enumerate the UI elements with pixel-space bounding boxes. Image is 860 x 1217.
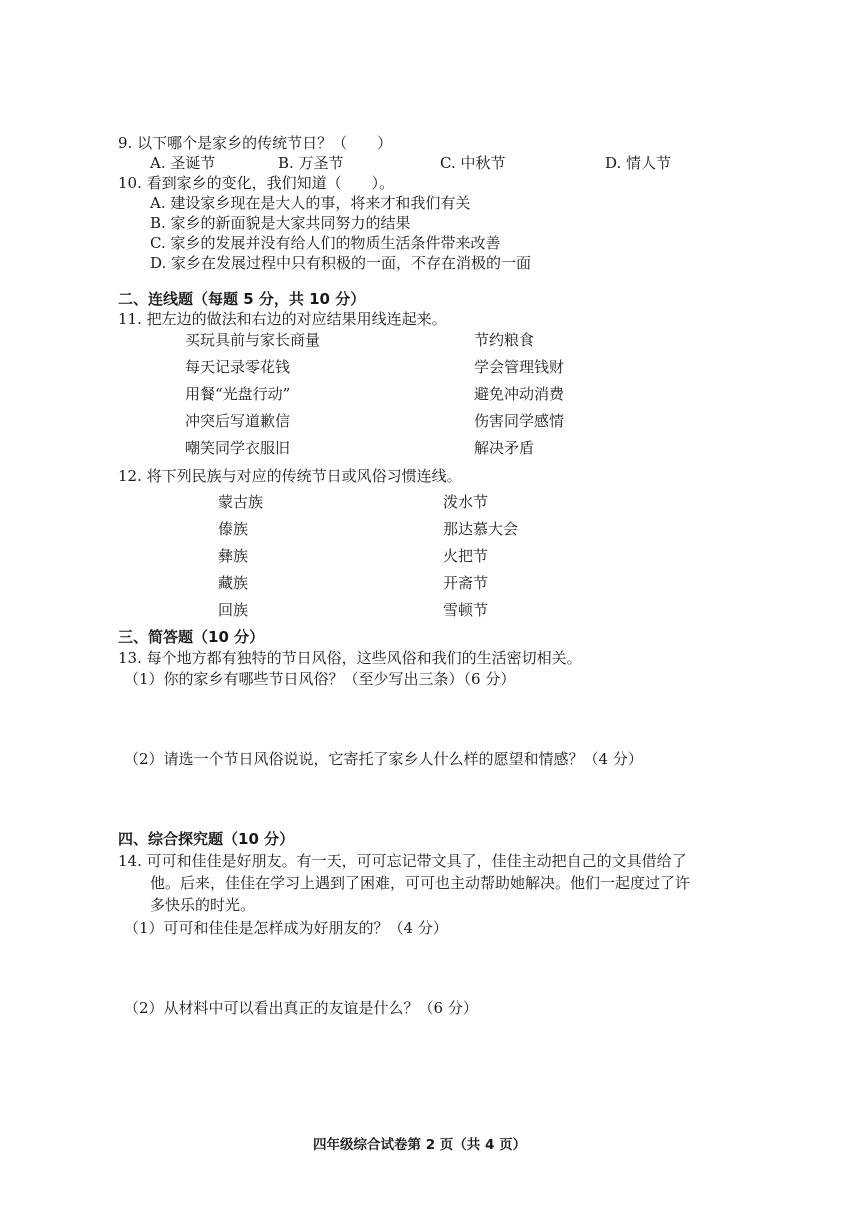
q12-right-item: 那达慕大会 [443,520,519,538]
q11-right-item: 避免冲动消费 [474,385,565,403]
q10-option-d: D. 家乡在发展过程中只有积极的一面，不存在消极的一面 [150,254,532,272]
q11-right-item: 解决矛盾 [474,439,535,457]
q11-right-item: 学会管理钱财 [474,358,565,376]
q10-option-c: C. 家乡的发展并没有给人们的物质生活条件带来改善 [150,234,501,252]
q14-stem-line2: 他。后来，佳佳在学习上遇到了困难，可可也主动帮助她解决。他们一起度过了许 [150,874,691,892]
q11-left-item: 买玩具前与家长商量 [185,331,321,349]
q11-left-item: 冲突后写道歉信 [185,412,291,430]
q12-left-item: 彝族 [218,547,249,565]
q10-stem: 10. 看到家乡的变化，我们知道（ ）。 [118,174,395,192]
q9-option-d: D. 情人节 [605,154,672,172]
q11-left-item: 用餐“光盘行动” [185,385,291,403]
q11-right-item: 伤害同学感情 [474,412,565,430]
q14-stem-line3: 多快乐的时光。 [150,896,256,914]
q11-left-item: 每天记录零花钱 [185,358,291,376]
page-footer: 四年级综合试卷第 2 页（共 4 页） [313,1137,527,1153]
q13-sub1: （1）你的家乡有哪些节日风俗？（至少写出三条）（6 分） [124,670,516,688]
q11-right-item: 节约粮食 [474,331,535,349]
q9-option-b: B. 万圣节 [278,154,344,172]
q12-left-item: 蒙古族 [218,493,264,511]
q10-option-b: B. 家乡的新面貌是大家共同努力的结果 [150,214,411,232]
q13-stem: 13. 每个地方都有独特的节日风俗，这些风俗和我们的生活密切相关。 [118,649,582,667]
q12-stem: 12. 将下列民族与对应的传统节日或风俗习惯连线。 [118,467,462,485]
q9-option-c: C. 中秋节 [440,154,506,172]
q12-left-item: 傣族 [218,520,249,538]
q14-sub1: （1）可可和佳佳是怎样成为好朋友的？（4 分） [124,919,448,937]
q11-stem: 11. 把左边的做法和右边的对应结果用线连起来。 [118,310,447,328]
section-3-title: 三、简答题（10 分） [118,628,265,646]
q13-sub2: （2）请选一个节日风俗说说，它寄托了家乡人什么样的愿望和情感？（4 分） [124,750,643,768]
q14-stem-line1: 14. 可可和佳佳是好朋友。有一天，可可忘记带文具了，佳佳主动把自己的文具借给了 [118,852,687,870]
q9-option-a: A. 圣诞节 [150,154,216,172]
q12-right-item: 雪顿节 [443,601,489,619]
section-4-title: 四、综合探究题（10 分） [118,830,295,848]
q12-right-item: 开斋节 [443,574,489,592]
q12-left-item: 回族 [218,601,249,619]
q12-right-item: 火把节 [443,547,489,565]
q14-sub2: （2）从材料中可以看出真正的友谊是什么？（6 分） [124,999,478,1017]
q10-option-a: A. 建设家乡现在是大人的事，将来才和我们有关 [150,194,471,212]
q9-stem: 9. 以下哪个是家乡的传统节日？（ ） [118,134,393,152]
q12-left-item: 藏族 [218,574,249,592]
q12-right-item: 泼水节 [443,493,489,511]
section-2-title: 二、连线题（每题 5 分，共 10 分） [118,290,366,308]
q11-left-item: 嘲笑同学衣服旧 [185,439,291,457]
